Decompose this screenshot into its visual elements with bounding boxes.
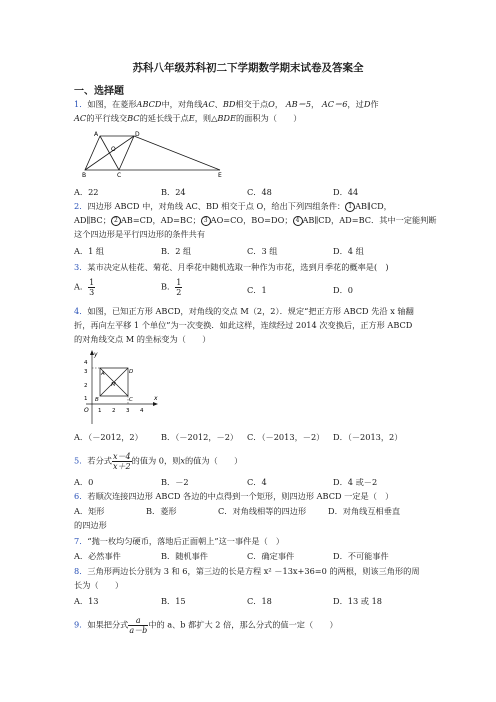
q9-line1: 9．如果把分式 $\frac{a}{a-b}$ 中的 a、b 都扩大 2 倍，那么分式的值一定（ ） xyxy=(74,616,338,635)
q8-option-d[interactable]: D．13 或 18 xyxy=(333,596,382,606)
q1-rhombus-figure xyxy=(80,128,230,178)
q5-option-a[interactable]: A．0 xyxy=(74,477,94,487)
q2-option-c[interactable]: C．3 组 xyxy=(247,246,278,256)
svg-text:C: C xyxy=(117,172,122,178)
q4-option-d[interactable]: D．（－2013，2） xyxy=(333,432,403,442)
q8-line1: 8．三角形两边长分别为 3 和 6，第三边的长是方程 x² －13x+36=0 的两根，则该三角形的周 xyxy=(74,566,420,576)
doc-title: 苏科八年级苏科初二下学期数学期末试卷及答案全 xyxy=(132,62,364,74)
q7-number: 7． xyxy=(74,536,88,546)
q2-number: 2． xyxy=(74,201,88,211)
q4-coordinate-figure xyxy=(80,348,170,428)
svg-text:B: B xyxy=(82,172,87,178)
q4-number: 4． xyxy=(74,306,88,316)
q8-option-c[interactable]: C．18 xyxy=(247,596,272,606)
q1-line2: AC的平行线交BC的延长线于点E，则△BDE的面积为（ ） xyxy=(74,113,302,123)
q2-line1: 2．四边形 ABCD 中，对角线 AC、BD 相交于点 O，给出下列四组条件： 1 AB∥CD， xyxy=(74,201,392,211)
q2-option-a[interactable]: A．1 组 xyxy=(74,246,105,256)
svg-text:E: E xyxy=(218,172,222,178)
svg-text:4: 4 xyxy=(84,360,88,366)
svg-text:2: 2 xyxy=(112,408,116,414)
svg-text:2: 2 xyxy=(84,383,88,389)
svg-text:O: O xyxy=(84,407,89,414)
q2-line3: 这个四边形是平行四边形的条件共有 xyxy=(74,229,206,239)
q6-line1: 6．若顺次连接四边形 ABCD 各边的中点得到一个矩形，则四边形 ABCD 一定是（ ） xyxy=(74,491,394,501)
line-de xyxy=(134,136,220,170)
q5-line1: 5．若分式 $\frac{x-4}{x+2}$ 的值为 0，则x的值为（ ） xyxy=(74,452,243,471)
q9-number: 9． xyxy=(74,619,88,630)
q1-option-d[interactable]: D．44 xyxy=(333,187,359,197)
q3-option-b[interactable]: B． $\frac{1}{2}$ xyxy=(161,278,182,297)
q8-option-a[interactable]: A．13 xyxy=(74,596,99,606)
q6-option-d[interactable]: D．对角线互相垂直 xyxy=(328,506,401,516)
q5-option-d[interactable]: D．4 或－2 xyxy=(333,477,378,487)
q1-option-c[interactable]: C．48 xyxy=(247,187,272,197)
q4-line3: 的对角线交点 M 的坐标变为（ ） xyxy=(74,334,211,344)
svg-text:1: 1 xyxy=(98,408,102,414)
q3-line1: 3．某市决定从桂花、菊花、月季花中随机选取一种作为市花，选到月季花的概率是( ) xyxy=(74,262,389,272)
q5-option-b[interactable]: B．－2 xyxy=(161,477,189,487)
fraction-one-half: $\frac{1}{2}$ xyxy=(176,278,182,297)
q3-option-d[interactable]: D．0 xyxy=(333,285,353,295)
q8-line2: 长为（ ） xyxy=(74,580,124,590)
q3-number: 3． xyxy=(74,262,88,272)
svg-text:A: A xyxy=(94,131,99,138)
q2-option-d[interactable]: D．4 组 xyxy=(333,246,364,256)
q8-number: 8． xyxy=(74,566,88,576)
q6-option-d-tail: 的四边形 xyxy=(74,520,107,530)
q4-line2: 折，再向左平移 1 个单位”为一次变换．如此这样，连续经过 2014 次变换后，正方形 ABCD xyxy=(74,320,413,330)
svg-text:3: 3 xyxy=(126,408,130,414)
q9-fraction: $\frac{a}{a-b}$ xyxy=(129,616,148,635)
svg-text:3: 3 xyxy=(84,369,88,375)
svg-text:D: D xyxy=(129,369,134,375)
q2-option-b[interactable]: B．2 组 xyxy=(161,246,192,256)
q7-option-a[interactable]: A．必然事件 xyxy=(74,551,121,561)
q1-option-a[interactable]: A．22 xyxy=(74,187,99,197)
q4-option-a[interactable]: A．（－2012，2） xyxy=(74,432,143,442)
q7-option-c[interactable]: C．确定事件 xyxy=(247,551,295,561)
q8-option-b[interactable]: B．15 xyxy=(161,596,186,606)
q6-option-c[interactable]: C．对角线相等的四边形 xyxy=(218,506,307,516)
q1-number: 1． xyxy=(74,99,88,109)
svg-text:D: D xyxy=(135,131,140,138)
q4-option-c[interactable]: C．（－2013，－2） xyxy=(247,432,325,442)
q5-option-c[interactable]: C．4 xyxy=(247,477,267,487)
svg-text:C: C xyxy=(129,397,133,403)
x-axis-arrow xyxy=(153,402,158,406)
q7-option-b[interactable]: B．随机事件 xyxy=(161,551,208,561)
q1-option-b[interactable]: B．24 xyxy=(161,187,186,197)
q6-option-a[interactable]: A．矩形 xyxy=(74,506,105,516)
svg-text:4: 4 xyxy=(140,408,144,414)
q7-option-d[interactable]: D．不可能事件 xyxy=(333,551,389,561)
q2-line2: AD∥BC； 2 AB=CD，AD=BC； 3 AO=CO，BO=DO； 4 AB∥CD，AD=BC．其中一定能判断 xyxy=(74,215,437,225)
section-heading: 一、选择题 xyxy=(74,86,124,97)
q4-line1: 4．如图，已知正方形 ABCD，对角线的交点 M（2，2）．规定“把正方形 ABCD 先沿 x 轴翻 xyxy=(74,306,414,316)
svg-text:1: 1 xyxy=(84,396,88,402)
q5-number: 5． xyxy=(74,455,88,466)
q4-option-b[interactable]: B．（－2012，－2） xyxy=(161,432,239,442)
svg-text:O: O xyxy=(111,146,116,153)
svg-text:x: x xyxy=(154,395,158,402)
q3-option-a[interactable]: A． $\frac{1}{3}$ xyxy=(74,278,95,297)
q6-number: 6． xyxy=(74,491,88,501)
svg-text:B: B xyxy=(95,397,99,403)
fraction-one-third: $\frac{1}{3}$ xyxy=(89,278,95,297)
q3-option-c[interactable]: C．1 xyxy=(247,285,267,295)
svg-text:M: M xyxy=(111,382,116,388)
svg-text:y: y xyxy=(94,351,98,358)
q6-option-b[interactable]: B．菱形 xyxy=(146,506,177,516)
q1-line1: 1．如图，在菱形ABCD中，对角线AC、BD相交于点O， AB＝5， AC＝6，过D作 xyxy=(74,99,379,109)
q7-line1: 7．“抛一枚均匀硬币，落地后正面朝上”这一事件是（ ） xyxy=(74,536,285,546)
q5-fraction: $\frac{x-4}{x+2}$ xyxy=(112,452,131,471)
svg-text:A: A xyxy=(101,371,105,377)
